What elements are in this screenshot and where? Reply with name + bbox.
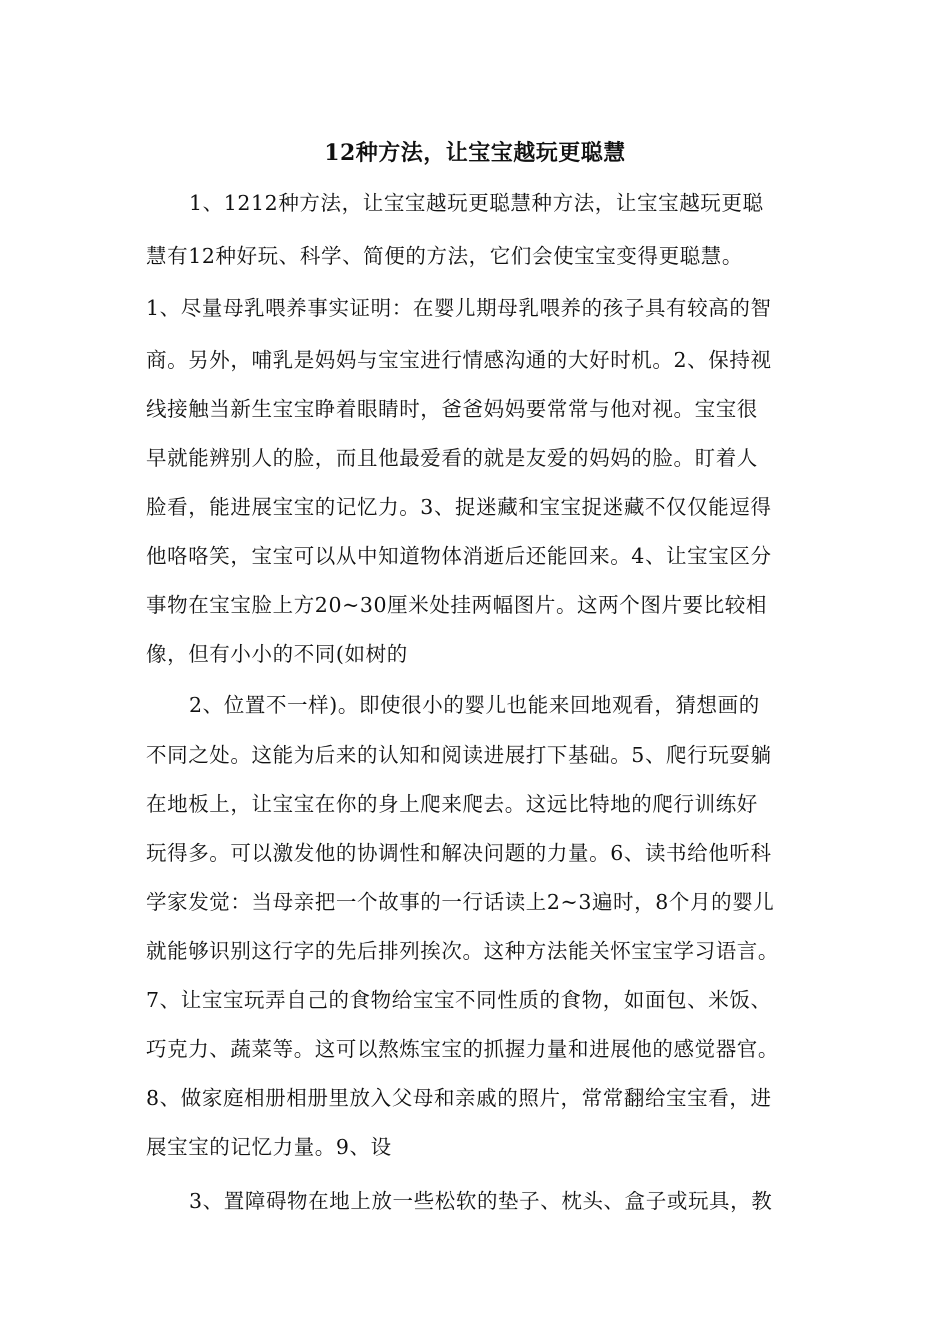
text-line: 线接触当新生宝宝睁着眼睛时，爸爸妈妈要常常与他对视。宝宝很 [146, 397, 758, 421]
text-line: 脸看，能进展宝宝的记忆力。3、捉迷藏和宝宝捉迷藏不仅仅能逗得 [146, 495, 772, 519]
text-line: 早就能辨别人的脸，而且他最爱看的就是友爱的妈妈的脸。盯着人 [146, 446, 758, 470]
text-line: 8、做家庭相册相册里放入父母和亲戚的照片，常常翻给宝宝看，进 [146, 1086, 772, 1110]
text-line: 7、让宝宝玩弄自己的食物给宝宝不同性质的食物，如面包、米饭、 [146, 988, 772, 1012]
document-title: 12种方法，让宝宝越玩更聪慧 [324, 140, 626, 166]
text-line: 像，但有小小的不同(如树的 [146, 642, 408, 666]
text-line: 就能够识别这行字的先后排列挨次。这种方法能关怀宝宝学习语言。 [146, 939, 779, 963]
text-line: 在地板上，让宝宝在你的身上爬来爬去。这远比特地的爬行训练好 [146, 792, 758, 816]
text-line: 不同之处。这能为后来的认知和阅读进展打下基础。5、爬行玩耍躺 [146, 743, 772, 767]
text-line: 他咯咯笑，宝宝可以从中知道物体消逝后还能回来。4、让宝宝区分 [146, 544, 772, 568]
text-line: 慧有12种好玩、科学、简便的方法，它们会使宝宝变得更聪慧。 [146, 244, 743, 268]
text-line: 商。另外，哺乳是妈妈与宝宝进行情感沟通的大好时机。2、保持视 [146, 348, 772, 372]
text-line: 展宝宝的记忆力量。9、设 [146, 1135, 392, 1159]
text-line: 学家发觉：当母亲把一个故事的一行话读上2~3遍时，8个月的婴儿 [146, 890, 775, 914]
text-line: 1、1212种方法，让宝宝越玩更聪慧种方法，让宝宝越玩更聪 [189, 191, 764, 215]
text-line: 1、尽量母乳喂养事实证明：在婴儿期母乳喂养的孩子具有较高的智 [146, 296, 772, 320]
text-line: 玩得多。可以激发他的协调性和解决问题的力量。6、读书给他听科 [146, 841, 772, 865]
text-line: 事物在宝宝脸上方20~30厘米处挂两幅图片。这两个图片要比较相 [146, 593, 767, 617]
text-line: 巧克力、蔬菜等。这可以熬炼宝宝的抓握力量和进展他的感觉器官。 [146, 1037, 779, 1061]
text-line: 3、置障碍物在地上放一些松软的垫子、枕头、盒子或玩具，教 [189, 1189, 773, 1213]
text-line: 2、位置不一样)。即使很小的婴儿也能来回地观看，猜想画的 [189, 693, 760, 717]
